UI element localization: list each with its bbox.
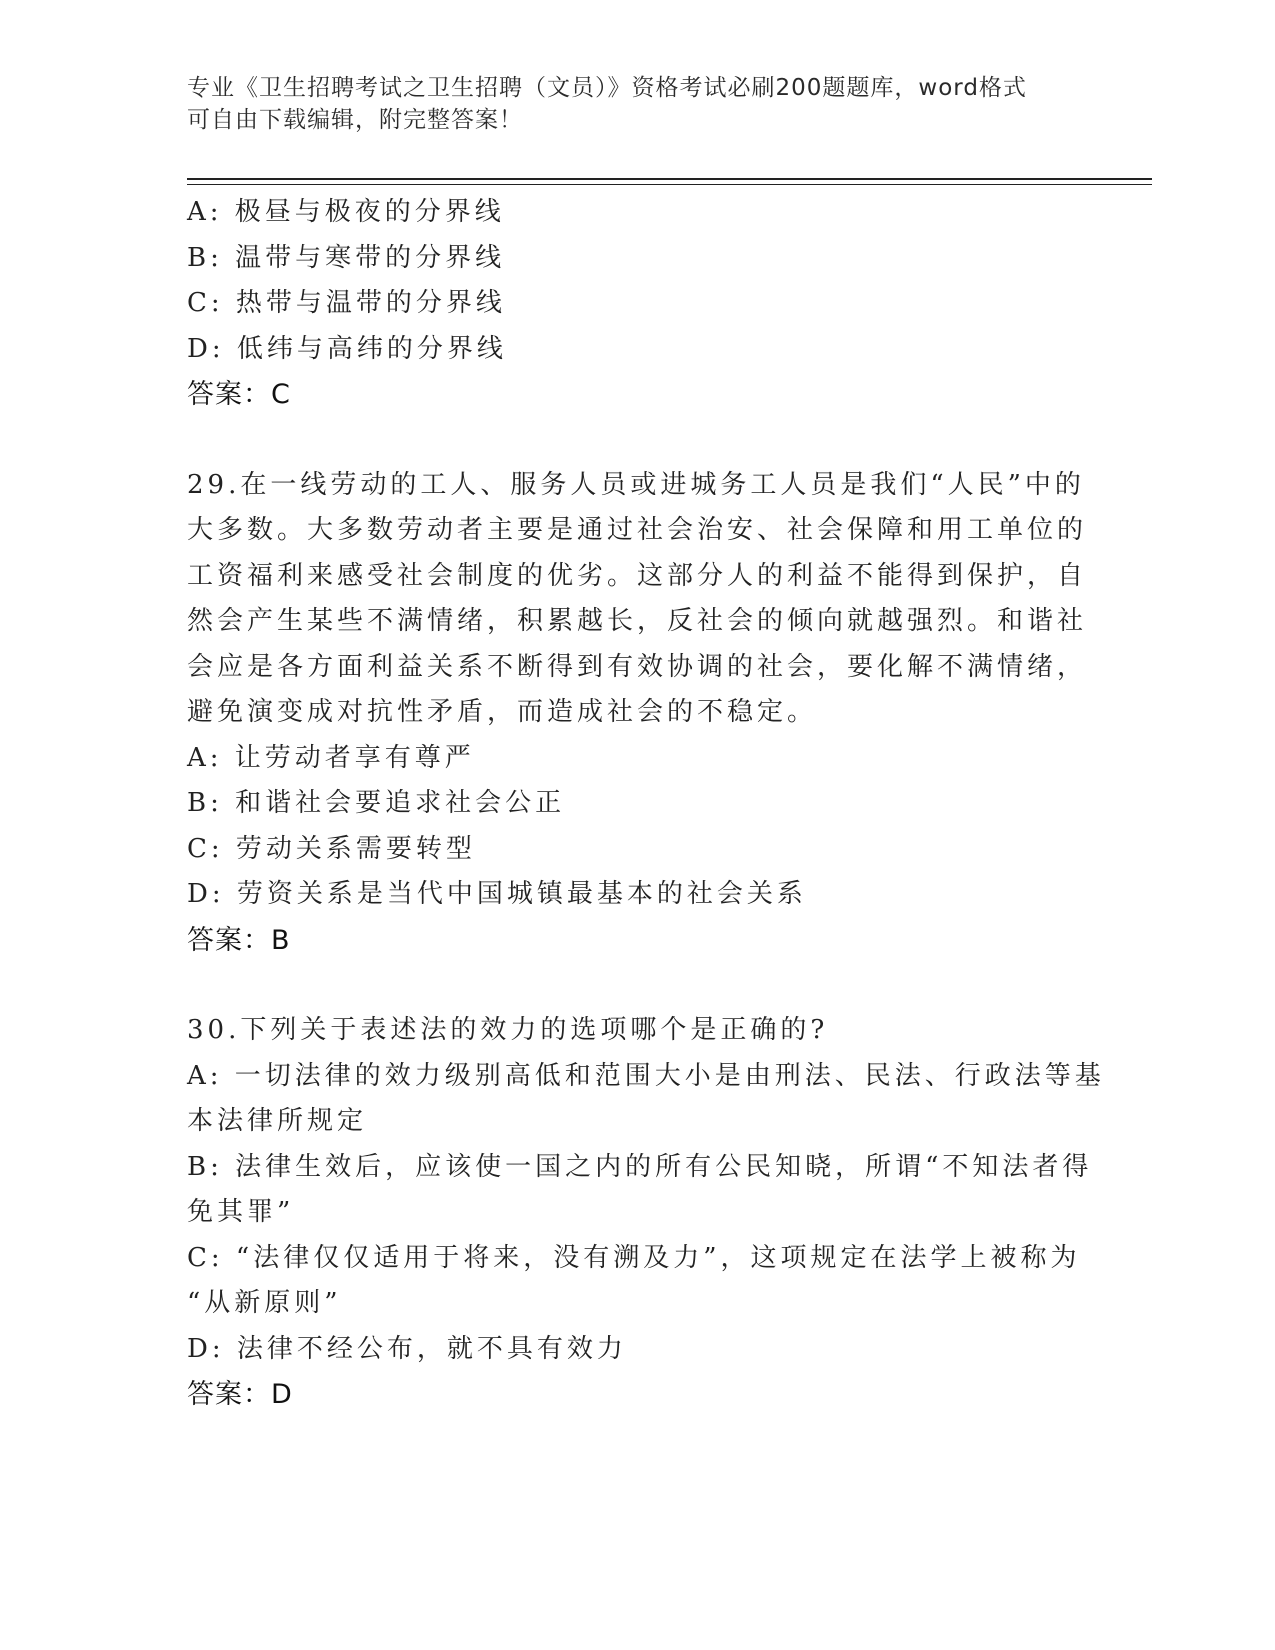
answer-label: 答案：B [187, 924, 291, 956]
question-stem-line: 工资福利来感受社会制度的优劣。这部分人的利益不能得到保护，自 [187, 560, 1088, 591]
question-28 [187, 190, 1067, 418]
option-a: A: 让劳动者享有尊严 [187, 742, 475, 773]
header-rule-thick [187, 178, 1152, 180]
header-rule-thin [187, 184, 1152, 185]
header-line-2: 可自由下载编辑，附完整答案！ [187, 107, 523, 133]
option-b: B: 和谐社会要追求社会公正 [187, 788, 566, 818]
document-header [187, 72, 1067, 136]
question-content [187, 190, 1105, 1418]
question-stem-line: 29.在一线劳动的工人、服务人员或进城务工人员是我们“人民”中的 [187, 469, 1085, 500]
question-stem: 30.下列关于表述法的效力的选项哪个是正确的? [187, 1015, 829, 1045]
answer-label: 答案：D [187, 1379, 293, 1410]
question-30 [187, 1008, 1105, 1418]
question-stem-line: 避免演变成对抗性矛盾，而造成社会的不稳定。 [187, 697, 818, 727]
option-c: C: “法律仅仅适用于将来，没有溯及力”，这项规定在法学上被称为 [187, 1242, 1081, 1273]
spacer [187, 418, 1067, 463]
answer-label: 答案：C [187, 379, 291, 410]
question-29 [187, 463, 1088, 964]
option-a: A: 极昼与极夜的分界线 [187, 197, 505, 227]
question-stem-line: 然会产生某些不满情绪，积累越长，反社会的倾向就越强烈。和谐社 [187, 606, 1088, 636]
option-a: A: 一切法律的效力级别高低和范围大小是由刑法、民法、行政法等基 [187, 1060, 1105, 1091]
option-b-continued: 免其罪” [187, 1197, 295, 1227]
option-d: D: 劳资关系是当代中国城镇最基本的社会关系 [187, 879, 807, 909]
option-a-continued: 本法律所规定 [187, 1106, 368, 1136]
option-b: B: 法律生效后，应该使一国之内的所有公民知晓，所谓“不知法者得 [187, 1151, 1093, 1182]
header-line-1: 专业《卫生招聘考试之卫生招聘（文员）》资格考试必刷200题题库，word格式 [187, 75, 1027, 101]
option-d: D: 低纬与高纬的分界线 [187, 333, 507, 364]
question-stem-line: 大多数。大多数劳动者主要是通过社会治安、社会保障和用工单位的 [187, 515, 1088, 545]
option-c: C: 劳动关系需要转型 [187, 833, 476, 864]
spacer [187, 963, 1067, 1008]
option-d: D: 法律不经公布，就不具有效力 [187, 1333, 627, 1364]
option-c-continued: “从新原则” [187, 1288, 342, 1318]
question-stem-line: 会应是各方面利益关系不断得到有效协调的社会，要化解不满情绪， [187, 651, 1088, 682]
option-b: B: 温带与寒带的分界线 [187, 242, 506, 273]
option-c: C: 热带与温带的分界线 [187, 288, 506, 318]
